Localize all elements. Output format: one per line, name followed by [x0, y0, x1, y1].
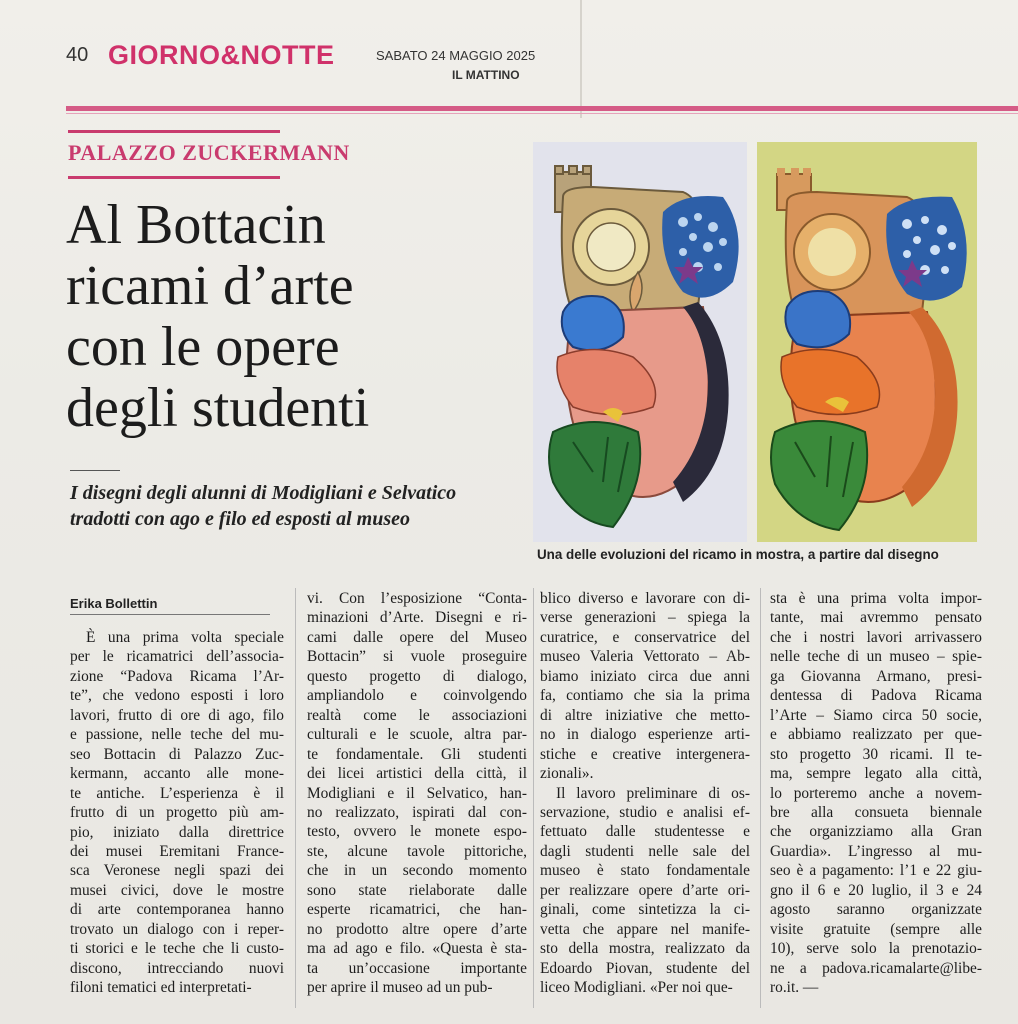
article-text-line: per realizzare opere d’arte ori- — [540, 881, 750, 899]
column-separator — [760, 588, 761, 1008]
page-fold — [580, 0, 582, 118]
owl-drawing-image — [533, 142, 747, 542]
article-text-line: lo porteremo anche a novem- — [770, 784, 982, 802]
article-text-line: nelle teche di un museo – spie- — [770, 648, 982, 666]
article-text-line: vetta che appare nel manife- — [540, 920, 750, 938]
article-text-line: sto della mostra, realizzato da — [540, 940, 750, 958]
article-text-line: di altre iniziative che metto- — [540, 706, 750, 724]
article-text-line: realtà come le associazioni — [307, 706, 527, 724]
article-text-line: servazione, studio e analisi ef- — [540, 803, 750, 821]
headline-divider — [70, 470, 120, 471]
article-text-line: ma, sempre legato alla città, — [770, 765, 982, 783]
article-text-line: sca Veronese negli spazi dei — [70, 862, 284, 880]
article-text-line: Modigliani e il Selvatico, han- — [307, 784, 527, 802]
article-text-line: ne a padova.ricamalarte@libe- — [770, 959, 982, 977]
article-column-4 — [770, 589, 982, 998]
article-text-line: È una prima volta speciale — [86, 629, 284, 646]
article-text-line: kermann, accanto alle mone- — [70, 765, 284, 783]
article-text-line: di arte contemporanea hanno — [70, 901, 284, 919]
byline: Erika Bollettin — [70, 596, 158, 611]
article-kicker: PALAZZO ZUCKERMANN — [68, 140, 350, 165]
article-text-line: che in un secondo momento — [307, 862, 527, 880]
article-text-line: te fondamentale. Gli studenti — [307, 745, 527, 763]
article-column-1 — [70, 628, 284, 998]
article-text-line: sta è una prima volta impor- — [770, 590, 982, 607]
headline-line: con le opere — [66, 316, 340, 378]
article-text-line: l’Arte – Siamo circa 50 socie, — [770, 706, 982, 724]
article-text-line: Bottacin” si vuole proseguire — [307, 648, 527, 666]
article-text-line: Guardia». L’ingresso al mu- — [770, 842, 982, 860]
article-text-line: tante, mai avremmo pensato — [770, 609, 982, 627]
article-text-line: dei musei Eremitani France- — [70, 842, 284, 860]
article-text-line: no prodotto altre opere d’arte — [307, 920, 527, 938]
header-rule — [66, 106, 1018, 111]
article-text-line: ma ad ago e filo. «Questa è sta- — [307, 940, 527, 958]
article-text-line: questo progetto di dialogo, — [307, 667, 527, 685]
subhead-line: tradotti con ago e filo ed esposti al museo — [70, 508, 410, 530]
article-column-3 — [540, 589, 750, 998]
article-text-line: blico diverso e lavorare con di- — [540, 590, 750, 607]
article-text-line: dentessa di Padova Ricama — [770, 687, 982, 705]
article-text-line: ta un’occasione importante — [307, 959, 527, 977]
article-text-line: visite gratuite (sempre alle — [770, 920, 982, 938]
article-text-line: seo è a pagamento: l’1 e 22 giu- — [770, 862, 982, 880]
article-text-line: biamo iniziato circa due anni — [540, 667, 750, 685]
article-text-line: ga Giovanna Armano, presi- — [770, 667, 982, 685]
newspaper-name: IL MATTINO — [452, 68, 520, 82]
article-text-line: fettuato dalle studentesse e — [540, 823, 750, 841]
article-text-line: liceo Modigliani. «Per noi que- — [540, 979, 733, 997]
article-text-line: che i nostri lavori arrivassero — [770, 628, 982, 646]
article-text-line: dei licei artistici della città, il — [307, 765, 527, 783]
article-text-line: seo Bottacin di Palazzo Zuc- — [70, 745, 284, 763]
header-rule-thin — [66, 113, 1018, 114]
article-text-line: lavori, frutto di ore di ago, filo — [70, 706, 284, 724]
article-text-line: cami dalle opere del Museo — [307, 628, 527, 646]
article-text-line: 10), serve solo la prenotazio- — [770, 940, 982, 958]
article-text-line: bre alla consueta biennale — [770, 803, 982, 821]
article-text-line: minazioni d’Arte. Disegni e ri- — [307, 609, 527, 627]
article-text-line: musei civici, dove le mostre — [70, 881, 284, 899]
column-separator — [295, 588, 296, 1008]
section-title: GIORNO&NOTTE — [108, 40, 335, 70]
issue-date: SABATO 24 MAGGIO 2025 — [376, 48, 536, 63]
article-text-line: museo è stato fondamentale — [540, 862, 750, 880]
article-text-line: discono, intrecciando nuovi — [70, 959, 284, 977]
image-caption: Una delle evoluzioni del ricamo in mostra, a partire dal disegno — [537, 547, 939, 562]
article-text-line: gno il 6 e 20 luglio, il 3 e 24 — [770, 881, 982, 899]
article-text-line: no realizzato, ispirati dal con- — [307, 803, 527, 821]
article-text-line: Edoardo Piovan, studente del — [540, 959, 750, 977]
article-text-line: stiche e creative intergenera- — [540, 745, 750, 763]
article-text-line: frutto di un progetto più am- — [70, 804, 284, 822]
article-text-line: agosto saranno organizzate — [770, 901, 982, 919]
article-text-line: filoni tematici ed interpretati- — [70, 979, 252, 997]
article-text-line: ste, alcune tavole pittoriche, — [307, 842, 527, 860]
article-text-line: per le ricamatrici dell’associa- — [70, 648, 284, 666]
article-subhead — [70, 480, 540, 532]
headline-line: Al Bottacin — [66, 194, 326, 256]
article-text-line: ampliandolo e coinvolgendo — [307, 687, 527, 705]
article-text-line: culturali e le scuole, altra par- — [307, 726, 527, 744]
article-text-line: zionali». — [540, 765, 594, 783]
article-text-line: ti storici e le teche che li custo- — [70, 940, 284, 958]
article-text-line: ro.it. — — [770, 979, 819, 997]
article-text-line: curatrice, e conservatrice del — [540, 628, 750, 646]
article-text-line: zione “Padova Ricama l’Ar- — [70, 667, 284, 685]
owl-embroidery-image — [757, 142, 977, 542]
article-headline — [66, 195, 516, 439]
article-text-line: verse generazioni – spiega la — [540, 609, 750, 627]
article-text-line: no in dialogo esperienze arti- — [540, 726, 750, 744]
article-text-line: testo, ovvero le monete espo- — [307, 823, 527, 841]
article-text-line: sono state rielaborate dalle — [307, 881, 527, 899]
column-separator — [533, 588, 534, 1008]
article-text-line: trovato un dialogo con i reper- — [70, 920, 284, 938]
article-text-line: che organizziamo alla Gran — [770, 823, 982, 841]
article-text-line: ginali, come sintetizza la ci- — [540, 901, 750, 919]
article-text-line: pio, iniziato dalla direttrice — [70, 823, 284, 841]
article-column-2 — [307, 589, 527, 998]
article-text-line: e passione, nelle teche del mu- — [70, 726, 284, 744]
page-number: 40 — [66, 44, 89, 66]
article-text-line: sto progetto 30 ricami. Il te- — [770, 745, 982, 763]
headline-line: degli studenti — [66, 377, 370, 439]
article-text-line: dagli studenti nelle sale del — [540, 842, 750, 860]
article-text-line: museo Valeria Vettorato – Ab- — [540, 648, 750, 666]
kicker-rule-bottom — [68, 176, 280, 179]
article-text-line: te antiche. L’esperienza è il — [70, 784, 284, 802]
article-text-line: per aprire il museo ad un pub- — [307, 979, 493, 997]
article-text-line: Il lavoro preliminare di os- — [556, 784, 750, 802]
byline-rule — [70, 614, 270, 615]
article-text-line: te”, che vedono esposti i loro — [70, 687, 284, 705]
subhead-line: I disegni degli alunni di Modigliani e Selvatico — [70, 482, 457, 504]
article-text-line: esperte ricamatrici, che han- — [307, 901, 527, 919]
kicker-rule-top — [68, 130, 280, 133]
article-text-line: fa, contiamo che sia la prima — [540, 687, 750, 705]
article-text-line: vi. Con l’esposizione “Conta- — [307, 590, 527, 607]
headline-line: ricami d’arte — [66, 255, 354, 317]
article-text-line: e abbiamo realizzato per que- — [770, 726, 982, 744]
